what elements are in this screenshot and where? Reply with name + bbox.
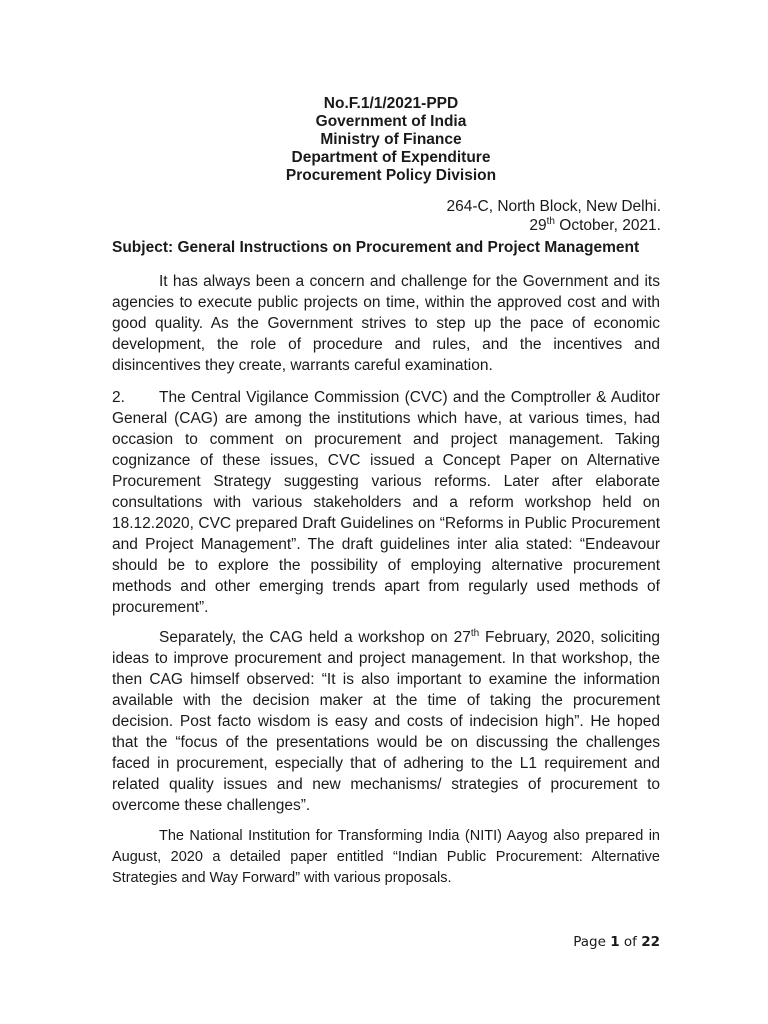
division-name: Procurement Policy Division: [285, 167, 497, 184]
paragraph-2: [112, 387, 660, 618]
paragraph-2-number: 2.: [112, 389, 125, 406]
page-of: of: [619, 934, 642, 950]
letter-date: [447, 216, 662, 235]
page-current: 1: [610, 934, 620, 950]
date-rest: October, 2021.: [555, 217, 661, 234]
ministry-name: Ministry of Finance: [320, 131, 462, 148]
paragraph-3: [112, 627, 660, 816]
address-location: 264-C, North Block, New Delhi.: [446, 198, 661, 215]
paragraph-1-text: It has always been a concern and challenge for the Government and its agencies to execute public projects on time, within the approved cost and with good quality. As the Government strives to step up the pace of economic development, the role of procedure and rules, and the incentives and disincentives they create, warrants careful examination.: [112, 273, 660, 374]
paragraph-2-text: The Central Vigilance Commission (CVC) and the Comptroller & Auditor General (CAG) are among the institutions which have, at various times, had occasion to comment on procurement and project management. Taking cognizance of these issues, CVC issued a Concept Paper on Alternative Procurement Strategy suggesting various reforms. Later after elaborate consultations with various stakeholders and a reform workshop held on 18.12.2020, CVC prepared Draft Guidelines on “Reforms in Public Procurement and Project Management”. The draft guidelines inter alia stated: “Endeavour should be to explore the possibility of employing alternative procurement methods and other emerging trends apart from regularly used methods of procurement”.: [112, 389, 660, 616]
page-total: 22: [641, 934, 660, 950]
page-number: [573, 934, 660, 950]
paragraph-3-content: [112, 627, 660, 816]
government-name: Government of India: [315, 113, 467, 130]
paragraph-1: [112, 271, 660, 376]
date-day: 29: [529, 217, 547, 234]
address-block: [447, 197, 662, 235]
date-suffix: th: [546, 215, 555, 227]
paragraph-3-text-end: February, 2020, soliciting ideas to improve procurement and project management. In that workshop, the then CAG himself observed: “It is also important to examine the information available with the decision maker at the time of taking the procurement decision. Post facto wisdom is easy and costs of indecision high”. He hoped that the “focus of the presentations would be on discussing the challenges faced in procurement, especially that of adhering to the L1 requirement and related quality issues and new mechanisms/ strategies of procurement to overcome these challenges”.: [112, 629, 661, 814]
paragraph-4-text: The National Institution for Transforming India (NITI) Aayog also prepared in August, 2020 a detailed paper entitled “Indian Public Procurement: Alternative Strategies and Way Forward” with various proposals.: [112, 828, 660, 886]
paragraph-2-content: [112, 387, 660, 618]
paragraph-3-superscript: th: [470, 627, 480, 639]
subject-line: Subject: General Instructions on Procurement and Project Management: [112, 239, 640, 256]
paragraph-3-text-start: Separately, the CAG held a workshop on 27: [159, 629, 471, 646]
reference-number: No.F.1/1/2021-PPD: [323, 95, 459, 112]
letterhead: [0, 95, 768, 185]
page-word: Page: [573, 934, 611, 950]
department-name: Department of Expenditure: [291, 149, 491, 166]
paragraph-4: [112, 826, 660, 889]
